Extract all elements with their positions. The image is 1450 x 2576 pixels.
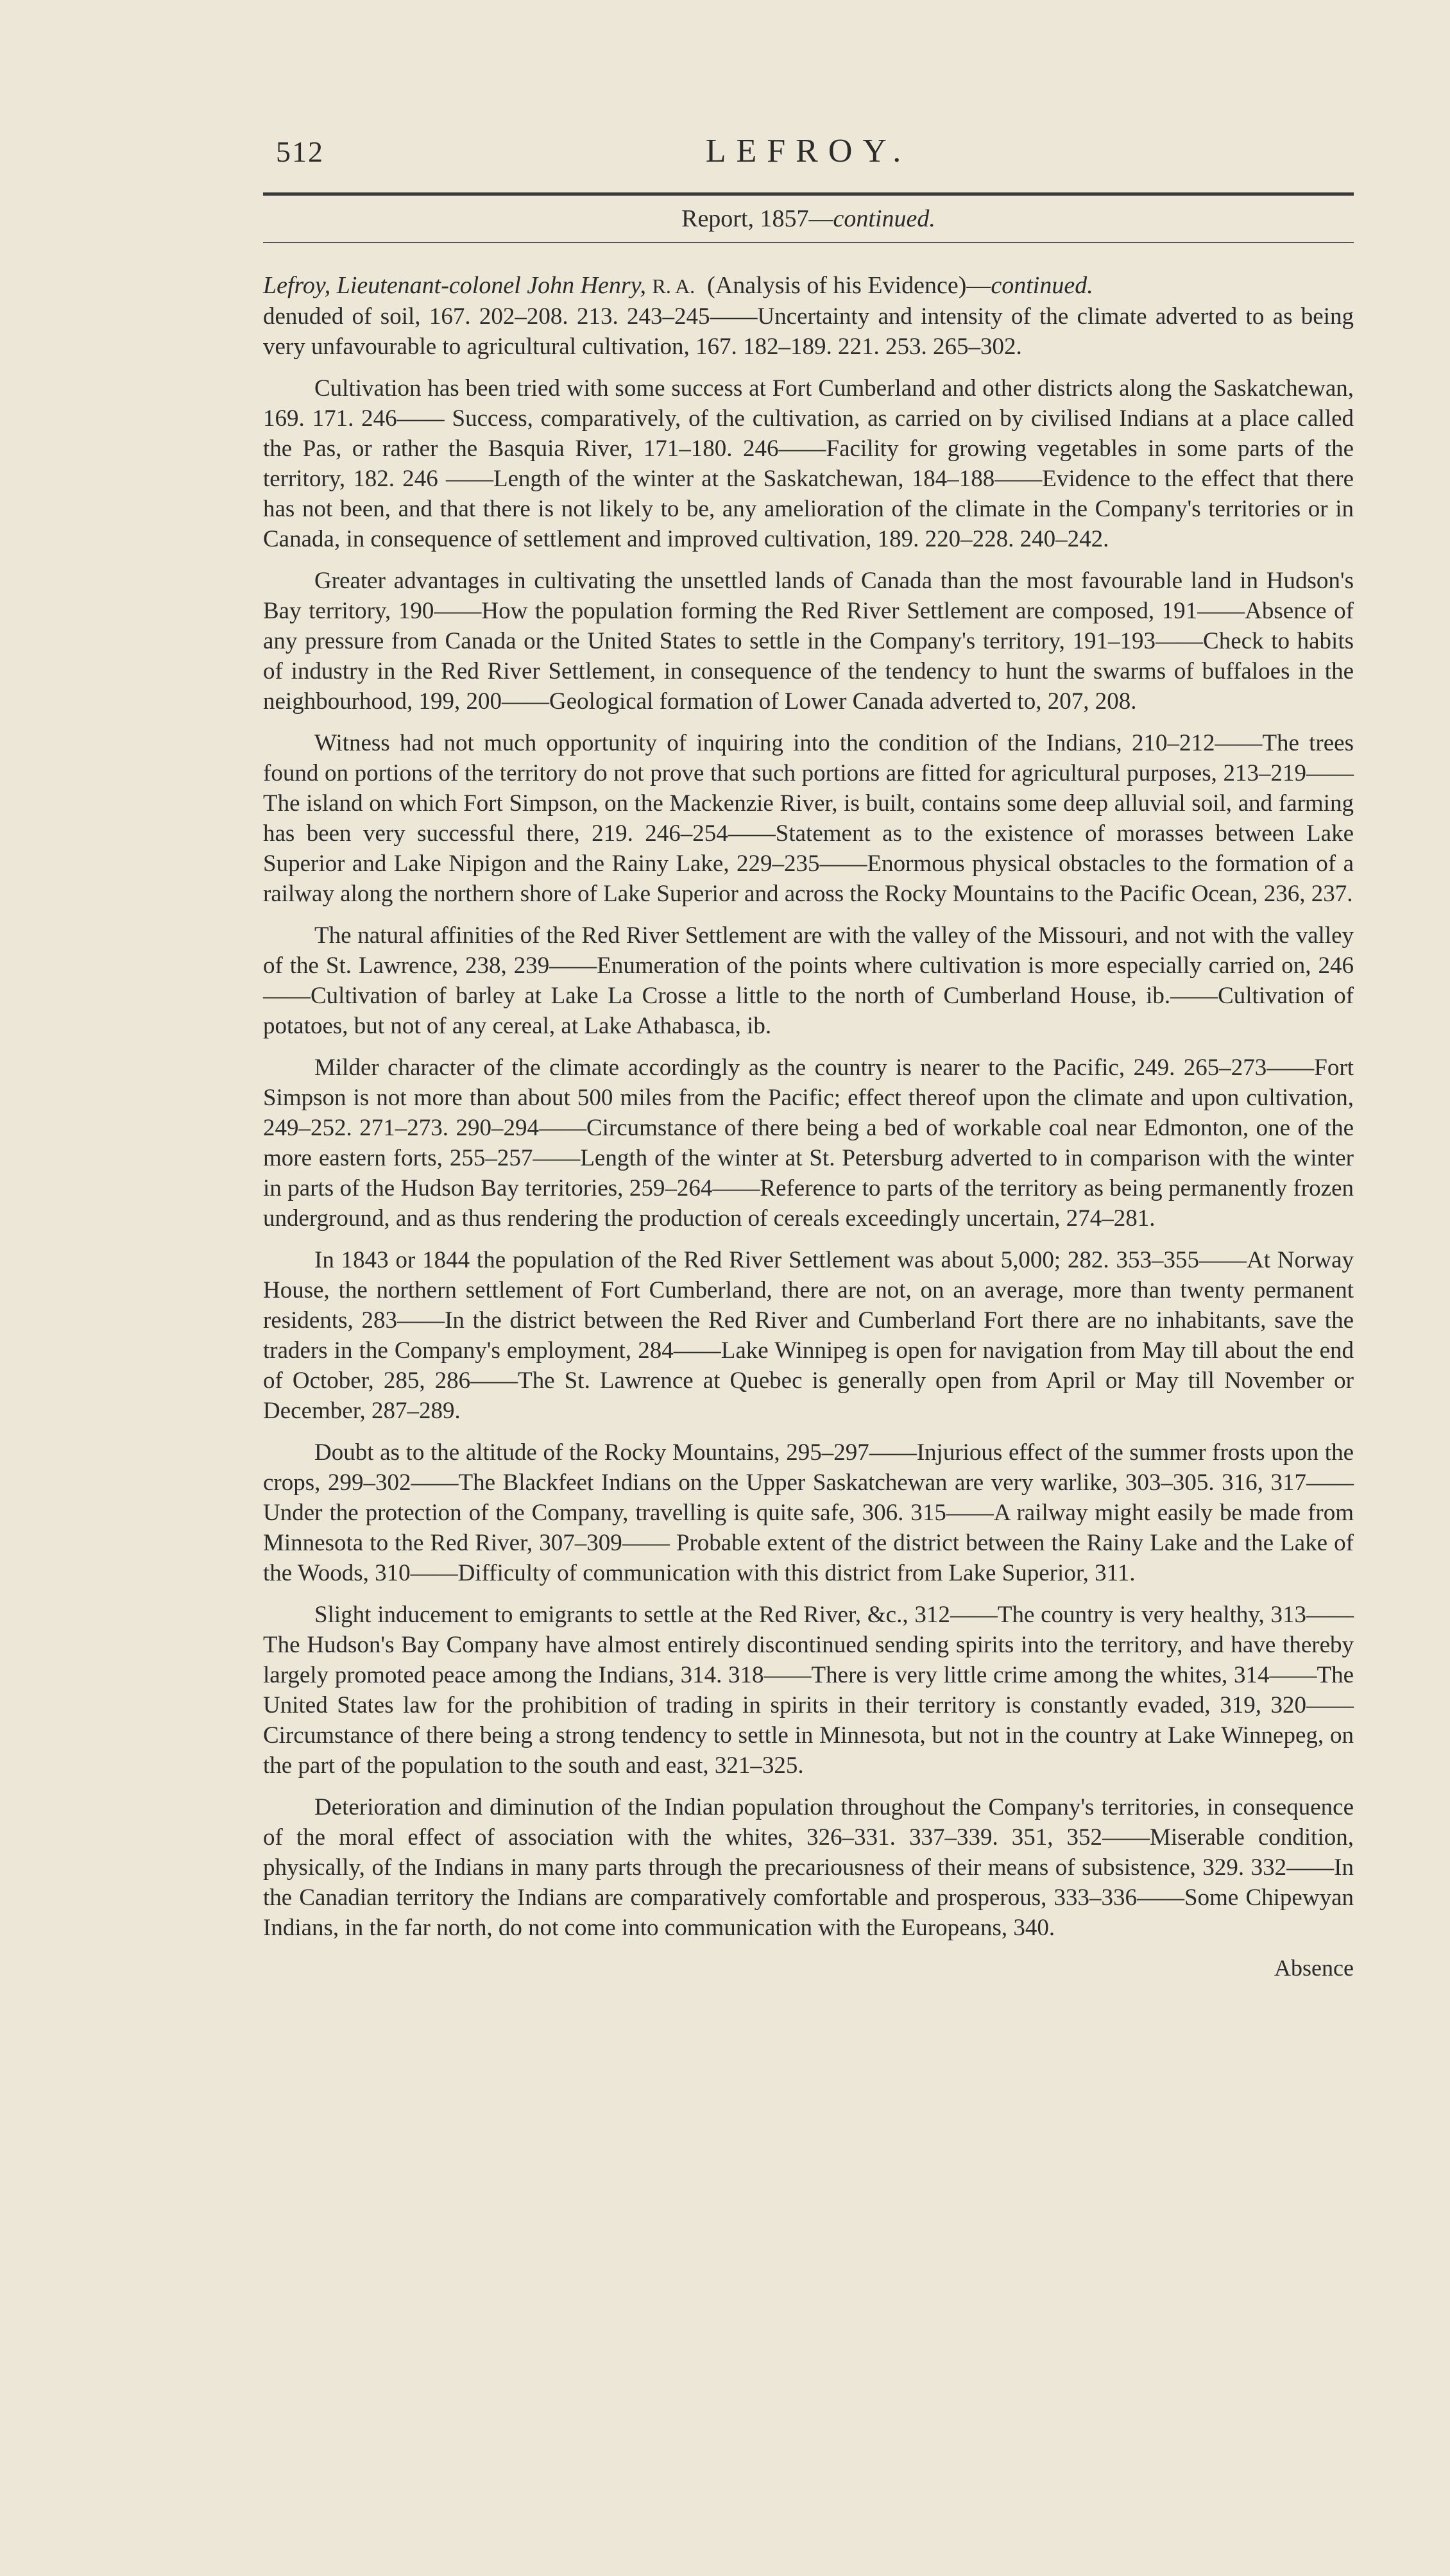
page-header — [263, 128, 1354, 180]
section-title-prefix: Report, 1857— — [681, 205, 833, 232]
header-rule — [263, 192, 1354, 196]
section-title — [263, 205, 1354, 233]
paragraph: Slight inducement to emigrants to settle at the Red River, &c., 312——The country is very healthy, 313——The Hudson's Bay Company have almost entirely discontinued sending spirits into the territory, and have thereby largely promoted peace among the Indians, 314. 318——There is very little crime among the whites, 314——The United States law for the prohibition of trading in spirits in their territory is constantly evaded, 319, 320——Circumstance of there being a strong tendency to settle in Minnesota, but not in the country at Lake Winnepeg, on the part of the population to the south and east, 321–325. — [263, 1602, 1354, 1779]
entry-heading — [263, 270, 1354, 301]
running-head: LEFROY. — [705, 133, 912, 169]
paragraph: Greater advantages in cultivating the unsettled lands of Canada than the most favourable land in Hudson's Bay territory, 190——How the population forming the Red River Settlement are composed, 191——Absence of any pressure from Canada or the United States to settle in the Company's territory, 191–193——Check to habits of industry in the Red River Settlement, in consequence of the tendency to hunt the swarms of buffaloes in the neighbourhood, 199, 200——Geological formation of Lower Canada adverted to, 207, 208. — [263, 568, 1354, 715]
section-rule — [263, 242, 1354, 243]
page — [263, 128, 1354, 1981]
paragraph: In 1843 or 1844 the population of the Red River Settlement was about 5,000; 282. 353–355——At Norway House, the northern settlement of Fort Cumberland, there are not, on an average, more than twenty permanent residents, 283——In the district between the Red River and Cumberland Fort there are no inhabitants, save the traders in the Company's employment, 284——Lake Winnipeg is open for navigation from May till about the end of October, 285, 286——The St. Lawrence at Quebec is generally open from April or May till November or December, 287–289. — [263, 1247, 1354, 1424]
catchword: Absence — [1274, 1955, 1354, 1981]
index-content — [263, 301, 1354, 1943]
page-number: 512 — [276, 135, 324, 168]
paragraph: denuded of soil, 167. 202–208. 213. 243–245——Uncertainty and intensity of the climate adverted to as being very unfavourable to agricultural cultivation, 167. 182–189. 221. 253. 265–302. — [263, 303, 1354, 360]
paragraph: Witness had not much opportunity of inquiring into the condition of the Indians, 210–212——The trees found on portions of the territory do not prove that such portions are fitted for agricultural purposes, 213–219——The island on which Fort Simpson, on the Mackenzie River, is built, contains some deep alluvial soil, and farming has been very successful there, 219. 246–254——Statement as to the existence of morasses between Lake Superior and Lake Nipigon and the Rainy Lake, 229–235——Enormous physical obstacles to the formation of a railway along the northern shore of Lake Superior and across the Rocky Mountains to the Pacific Ocean, 236, 237. — [263, 730, 1354, 907]
paragraph: Milder character of the climate accordingly as the country is nearer to the Pacific, 249. 265–273——Fort Simpson is not more than about 500 miles from the Pacific; effect thereof upon the climate and upon cultivation, 249–252. 271–273. 290–294——Circumstance of there being a bed of workable coal near Edmonton, one of the more eastern forts, 255–257——Length of the winter at St. Petersburg adverted to in comparison with the winter in parts of the Hudson Bay territories, 259–264——Reference to parts of the territory as being permanently frozen underground, and as thus rendering the production of cereals exceedingly uncertain, 274–281. — [263, 1055, 1354, 1232]
paragraph: Doubt as to the altitude of the Rocky Mountains, 295–297——Injurious effect of the summer frosts upon the crops, 299–302——The Blackfeet Indians on the Upper Saskatchewan are very warlike, 303–305. 316, 317——Under the protection of the Company, travelling is quite safe, 306. 315——A railway might easily be made from Minnesota to the Red River, 307–309—— Probable extent of the district between the Rainy Lake and the Lake of the Woods, 310——Difficulty of communication with this district from Lake Superior, 311. — [263, 1439, 1354, 1586]
paragraph: Deterioration and diminution of the Indian population throughout the Company's territories, in consequence of the moral effect of association with the whites, 326–331. 337–339. 351, 352——Miserable condition, physically, of the Indians in many parts through the precariousness of their means of subsistence, 329. 332——In the Canadian territory the Indians are comparatively comfortable and prosperous, 333–336——Some Chipewyan Indians, in the far north, do not come into communication with the Europeans, 340. — [263, 1794, 1354, 1941]
paragraph: The natural affinities of the Red River Settlement are with the valley of the Missouri, and not with the valley of the St. Lawrence, 238, 239——Enumeration of the points where cultivation is more especially carried on, 246——Cultivation of barley at Lake La Crosse a little to the north of Cumberland House, ib.——Cultivation of potatoes, but not of any cereal, at Lake Athabasca, ib. — [263, 922, 1354, 1039]
entry-name: Lefroy, Lieutenant-colonel John Henry, — [263, 272, 646, 299]
paragraph: Cultivation has been tried with some success at Fort Cumberland and other districts along the Saskatchewan, 169. 171. 246—— Success, comparatively, of the cultivation, as carried on by civilised Indians at a place called the Pas, or rather the Basquia River, 171–180. 246——Facility for growing vegetables in some parts of the territory, 182. 246 ——Length of the winter at the Saskatchewan, 184–188——Evidence to the effect that there has not been, and that there is not likely to be, any amelioration of the climate in the Company's territories or in Canada, in consequence of settlement and improved cultivation, 189. 220–228. 240–242. — [263, 375, 1354, 552]
entry-analysis: (Analysis of his Evidence)— — [707, 272, 991, 299]
entry-rank: R. A. — [652, 275, 695, 298]
section-title-suffix: continued. — [833, 205, 935, 232]
entry-continued: continued. — [991, 272, 1093, 299]
